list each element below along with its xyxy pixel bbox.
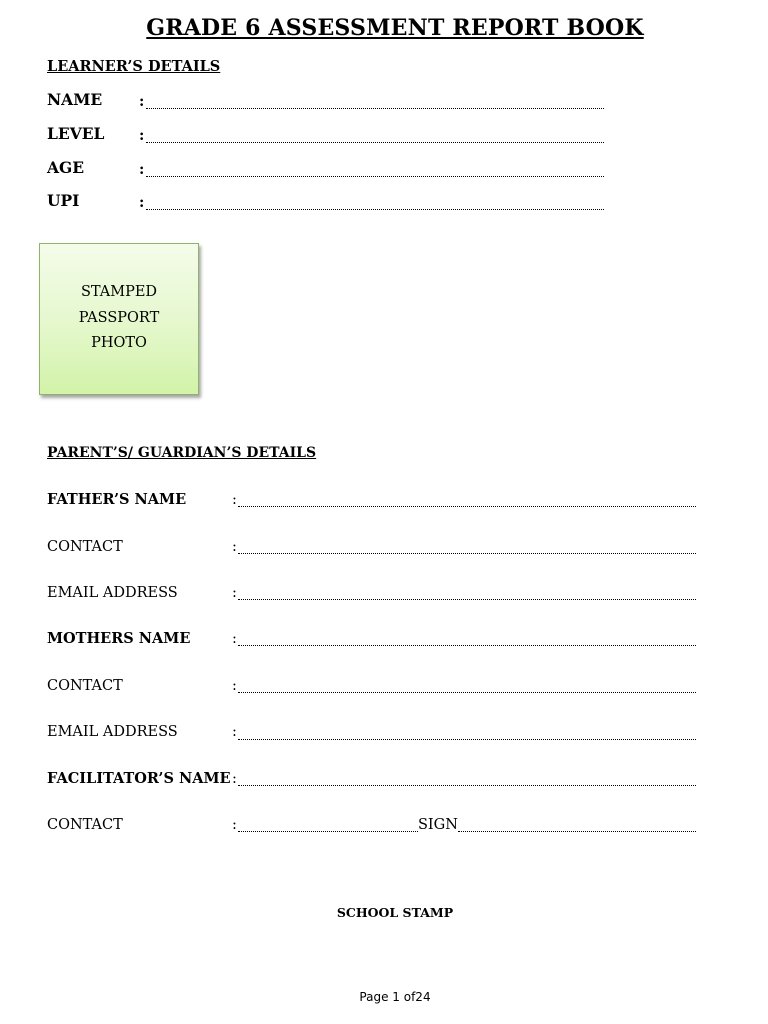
photo-line-2: PASSPORT [78, 309, 160, 326]
father-email-colon: : [232, 585, 237, 601]
sign-label: SIGN [418, 817, 458, 833]
mother-email-field[interactable] [238, 739, 696, 740]
mother-name-colon: : [232, 631, 237, 647]
father-email-field[interactable] [238, 599, 696, 600]
document-title: GRADE 6 ASSESSMENT REPORT BOOK [146, 15, 644, 41]
learner-age-colon: : [139, 161, 145, 178]
mother-email-colon: : [232, 724, 237, 740]
learner-name-label: NAME [47, 90, 103, 109]
father-name-label: FATHER’S NAME [47, 491, 187, 508]
mother-name-label: MOTHERS NAME [47, 630, 191, 647]
father-contact-label: CONTACT [47, 539, 123, 555]
learner-level-colon: : [139, 127, 145, 144]
father-contact-colon: : [232, 539, 237, 555]
facilitator-name-field[interactable] [238, 785, 696, 786]
learner-upi-field[interactable] [146, 209, 604, 210]
learner-level-label: LEVEL [47, 124, 105, 143]
mother-contact-field[interactable] [238, 692, 696, 693]
father-email-label: EMAIL ADDRESS [47, 585, 178, 601]
guardian-details-heading: PARENT’S/ GUARDIAN’S DETAILS [47, 445, 317, 461]
page-number: Page 1 of24 [359, 990, 431, 1004]
mother-contact-label: CONTACT [47, 678, 123, 694]
school-stamp-label: SCHOOL STAMP [336, 905, 454, 920]
facilitator-sign-field[interactable] [458, 831, 696, 832]
learner-name-colon: : [139, 93, 145, 110]
learner-details-heading: LEARNER’S DETAILS [47, 58, 221, 75]
learner-age-field[interactable] [146, 176, 604, 177]
photo-line-3: PHOTO [91, 335, 147, 351]
mother-email-label: EMAIL ADDRESS [47, 724, 178, 740]
mother-name-field[interactable] [238, 645, 696, 646]
learner-upi-label: UPI [47, 191, 80, 210]
passport-photo-box [39, 243, 199, 395]
facilitator-contact-label: CONTACT [47, 817, 123, 833]
learner-level-field[interactable] [146, 142, 604, 143]
learner-name-field[interactable] [146, 108, 604, 109]
learner-upi-colon: : [139, 194, 145, 211]
father-name-colon: : [232, 492, 237, 508]
learner-age-label: AGE [47, 158, 85, 177]
facilitator-contact-colon: : [232, 817, 237, 833]
father-contact-field[interactable] [238, 553, 696, 554]
facilitator-name-label: FACILITATOR’S NAME [47, 770, 231, 787]
photo-line-1: STAMPED [80, 284, 158, 300]
mother-contact-colon: : [232, 678, 237, 694]
facilitator-name-colon: : [232, 771, 237, 787]
facilitator-contact-field[interactable] [238, 831, 418, 832]
father-name-field[interactable] [238, 506, 696, 507]
